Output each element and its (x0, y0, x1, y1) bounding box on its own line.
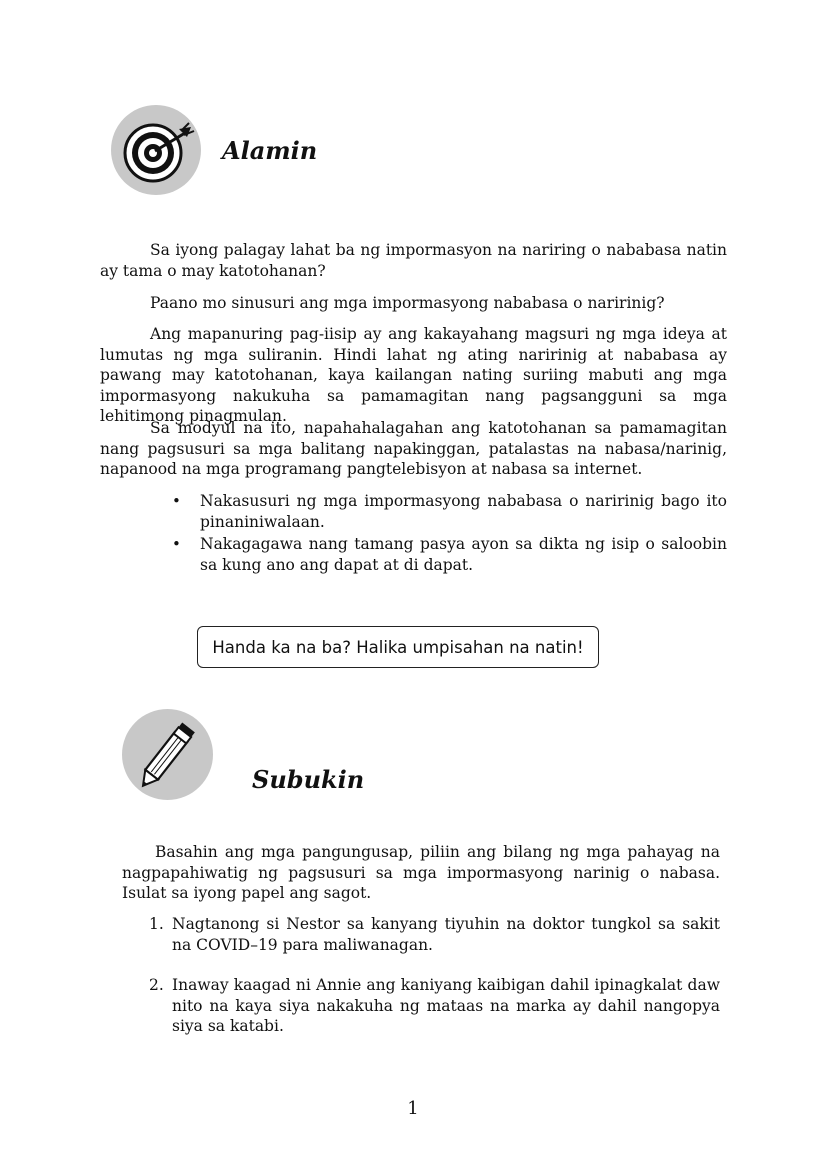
target-icon (111, 105, 201, 195)
callout-box: Handa ka na ba? Halika umpisahan na natin! (197, 626, 599, 668)
pencil-icon (122, 709, 213, 800)
item-text: Inaway kaagad ni Annie ang kaniyang kaibigan dahil ipinagkalat daw nito na kaya siya nakakuha ng mataas na marka ay dahil nangopya siya sa katabi. (172, 976, 720, 1036)
subukin-heading: Subukin (252, 765, 365, 794)
list-item (149, 975, 720, 1037)
list-item: • Nakasusuri ng mga impormasyong nababasa o naririnig bago ito pinaniniwalaan. (172, 491, 727, 532)
objectives-list (172, 491, 727, 577)
alamin-paragraph-4: Sa modyul na ito, napahahalagahan ang katotohanan sa pamamagitan nang pagsusuri sa mga balitang napakinggan, patalastas na nabasa/narinig, napanood na mga programang pangtelebisyon at nabasa sa internet. (100, 419, 727, 479)
alamin-paragraph-2: Paano mo sinusuri ang mga impormasyong nababasa o naririnig? (150, 294, 665, 312)
item-number: 1. (149, 915, 164, 933)
item-number: 2. (149, 976, 164, 995)
list-item (149, 914, 720, 955)
subukin-instructions: Basahin ang mga pangungusap, piliin ang bilang ng mga pahayag na nagpapahiwatig ng pagsusuri sa mga impormasyong narinig o nabasa. Isulat sa iyong papel ang sagot. (122, 843, 720, 903)
alamin-paragraph-1: Sa iyong palagay lahat ba ng impormasyon na nariring o nababasa natin ay tama o may katotohanan? (100, 241, 727, 280)
page-number: 1 (407, 1098, 419, 1119)
alamin-paragraph-3: Ang mapanuring pag-iisip ay ang kakayahang magsuri ng mga ideya at lumutas ng mga suliranin. Hindi lahat ng ating naririnig at nababasa ay pawang may katotohanan, kaya kailangan nating suriing mabuti ang mga impormasyong nakukuha sa pamamagitan nang pagsangguni sa mga lehitimong pinagmulan. (100, 325, 727, 426)
item-text: Nagtanong si Nestor sa kanyang tiyuhin na doktor tungkol sa sakit na COVID–19 para maliwanagan. (172, 915, 720, 954)
question-list (149, 914, 720, 1037)
alamin-heading: Alamin (222, 136, 318, 165)
list-item: • Nakagagawa nang tamang pasya ayon sa dikta ng isip o saloobin sa kung ano ang dapat at di dapat. (172, 534, 727, 575)
